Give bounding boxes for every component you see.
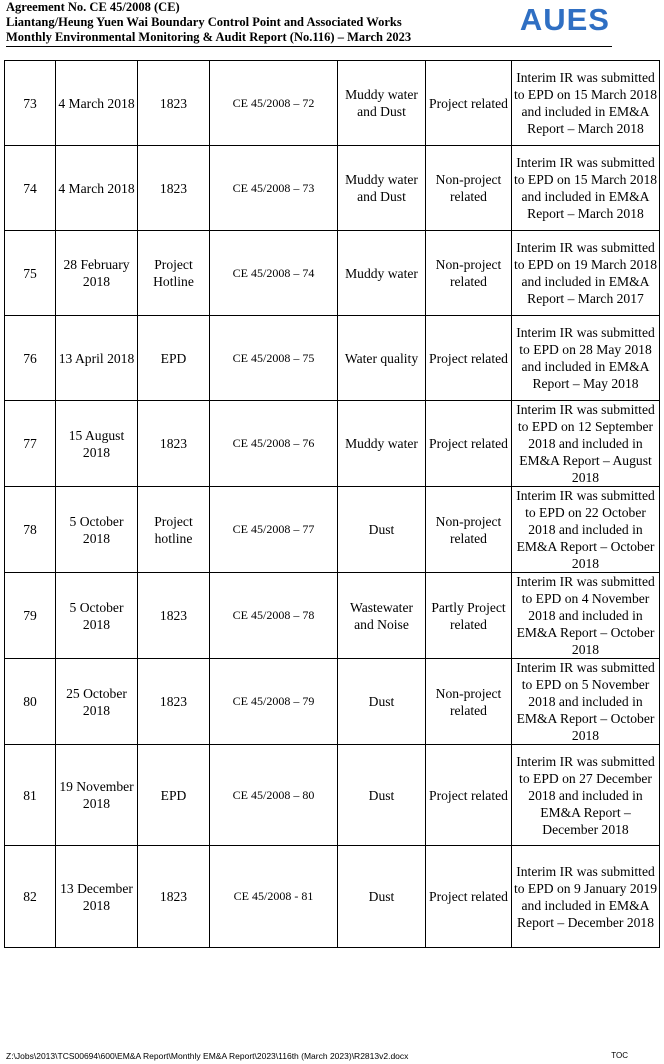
complaint-remarks: Interim IR was submitted to EPD on 15 March 2018 and included in EM&A Report – March 2018 [512,61,660,146]
complaint-date: 13 April 2018 [56,316,138,401]
complaint-no: 81 [5,745,56,846]
complaint-no: 77 [5,401,56,487]
report-title: Monthly Environmental Monitoring & Audit Report (No.116) – March 2023 [6,30,412,44]
complaint-date: 13 December 2018 [56,846,138,948]
complaint-date: 15 August 2018 [56,401,138,487]
complaint-remarks: Interim IR was submitted to EPD on 15 March 2018 and included in EM&A Report – March 2018 [512,146,660,231]
complaint-ref: CE 45/2008 – 73 [210,146,338,231]
complaint-remarks: Interim IR was submitted to EPD on 5 November 2018 and included in EM&A Report – October 2018 [512,659,660,745]
table-row [5,401,660,487]
complaint-ref: CE 45/2008 – 75 [210,316,338,401]
complaint-status: Project related [426,846,512,948]
complaint-remarks: Interim IR was submitted to EPD on 4 November 2018 and included in EM&A Report – October 2018 [512,573,660,659]
complaint-date: 4 March 2018 [56,146,138,231]
complaint-remarks: Interim IR was submitted to EPD on 19 March 2018 and included in EM&A Report – March 2017 [512,231,660,316]
complaint-status: Partly Project related [426,573,512,659]
complaint-source: Project hotline [138,487,210,573]
complaint-ref: CE 45/2008 – 74 [210,231,338,316]
complaint-status: Project related [426,401,512,487]
complaint-ref: CE 45/2008 – 76 [210,401,338,487]
complaint-no: 74 [5,146,56,231]
complaint-nature: Muddy water [338,231,426,316]
complaint-date: 28 February 2018 [56,231,138,316]
table-row [5,231,660,316]
complaint-date: 25 October 2018 [56,659,138,745]
page-header [6,0,656,46]
table-row [5,745,660,846]
complaint-nature: Dust [338,659,426,745]
complaint-nature: Dust [338,846,426,948]
table-row [5,573,660,659]
complaint-source: Project Hotline [138,231,210,316]
complaint-nature: Muddy water and Dust [338,61,426,146]
complaint-nature: Water quality [338,316,426,401]
complaint-no: 76 [5,316,56,401]
table-row [5,846,660,948]
aues-logo: AUES [519,2,610,37]
complaint-ref: CE 45/2008 – 78 [210,573,338,659]
complaint-remarks: Interim IR was submitted to EPD on 22 October 2018 and included in EM&A Report – October 2018 [512,487,660,573]
complaint-status: Project related [426,316,512,401]
header-divider [6,46,612,47]
complaint-remarks: Interim IR was submitted to EPD on 27 December 2018 and included in EM&A Report – December 2018 [512,745,660,846]
complaint-remarks: Interim IR was submitted to EPD on 28 May 2018 and included in EM&A Report – May 2018 [512,316,660,401]
complaint-status: Project related [426,745,512,846]
complaint-date: 5 October 2018 [56,487,138,573]
complaint-source: 1823 [138,401,210,487]
complaint-no: 75 [5,231,56,316]
complaint-status: Non-project related [426,146,512,231]
complaint-remarks: Interim IR was submitted to EPD on 12 September 2018 and included in EM&A Report – August 2018 [512,401,660,487]
table-row [5,316,660,401]
complaint-no: 80 [5,659,56,745]
complaint-no: 79 [5,573,56,659]
table-row [5,61,660,146]
complaint-no: 78 [5,487,56,573]
complaint-source: EPD [138,745,210,846]
footer-mark: TOC [611,1051,628,1060]
complaint-nature: Wastewater and Noise [338,573,426,659]
complaint-remarks: Interim IR was submitted to EPD on 9 January 2019 and included in EM&A Report – December 2018 [512,846,660,948]
complaint-ref: CE 45/2008 – 77 [210,487,338,573]
table-row [5,659,660,745]
complaint-source: 1823 [138,61,210,146]
complaint-date: 19 November 2018 [56,745,138,846]
table-row [5,487,660,573]
complaint-ref: CE 45/2008 – 79 [210,659,338,745]
complaint-source: EPD [138,316,210,401]
complaint-no: 82 [5,846,56,948]
complaint-ref: CE 45/2008 – 72 [210,61,338,146]
complaint-no: 73 [5,61,56,146]
complaint-status: Non-project related [426,231,512,316]
complaint-nature: Muddy water and Dust [338,146,426,231]
complaint-date: 5 October 2018 [56,573,138,659]
complaint-source: 1823 [138,659,210,745]
project-title: Liantang/Heung Yuen Wai Boundary Control Point and Associated Works [6,15,402,29]
complaint-source: 1823 [138,846,210,948]
complaint-date: 4 March 2018 [56,61,138,146]
complaint-ref: CE 45/2008 – 80 [210,745,338,846]
agreement-number: Agreement No. CE 45/2008 (CE) [6,0,180,14]
complaint-status: Project related [426,61,512,146]
complaint-ref: CE 45/2008 - 81 [210,846,338,948]
complaint-nature: Dust [338,745,426,846]
complaint-source: 1823 [138,573,210,659]
complaint-nature: Dust [338,487,426,573]
complaint-source: 1823 [138,146,210,231]
complaint-nature: Muddy water [338,401,426,487]
table-row [5,146,660,231]
complaint-log-table [4,60,660,948]
complaint-status: Non-project related [426,487,512,573]
complaint-status: Non-project related [426,659,512,745]
file-path-footer: Z:\Jobs\2013\TCS00694\600\EM&A Report\Monthly EM&A Report\2023\116th (March 2023)\R2813v2.docx [6,1051,409,1061]
